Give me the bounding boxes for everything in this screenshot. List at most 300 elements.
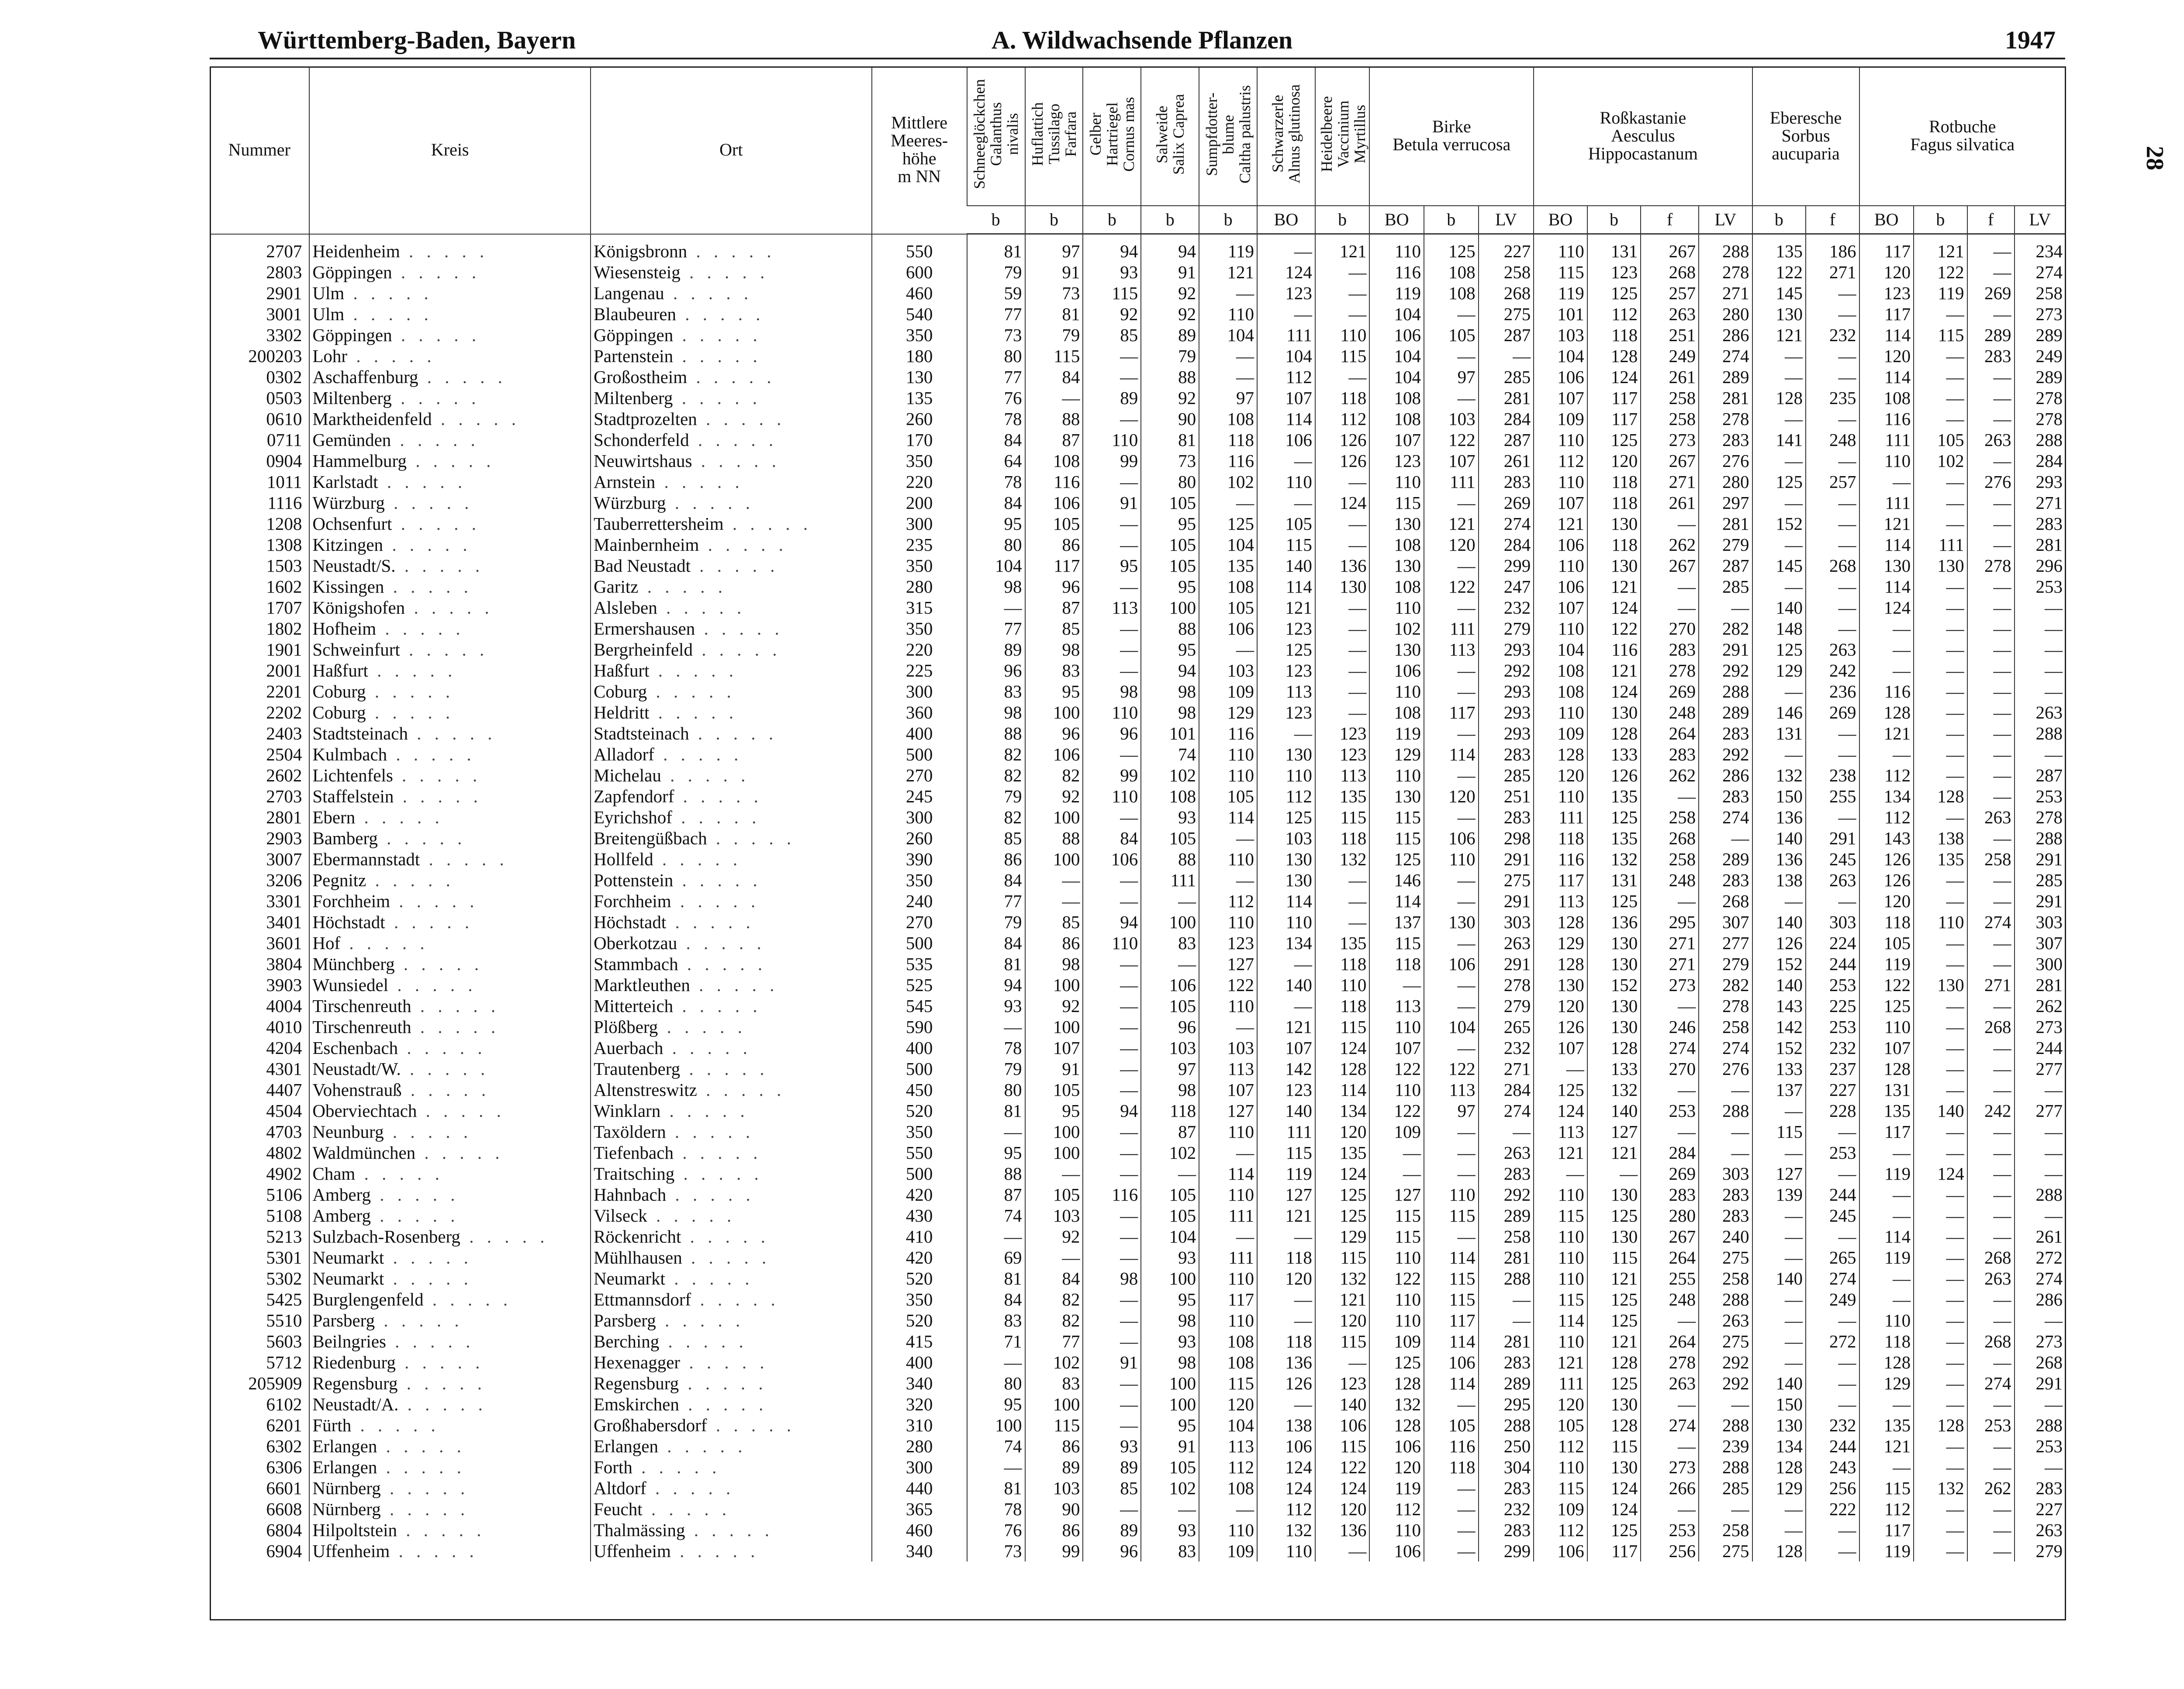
cell-text: 132 — [1394, 1394, 1421, 1414]
value-cell — [1859, 576, 1914, 597]
cell-text: Pegnitz — [312, 870, 366, 890]
cell-text: Langenau — [594, 283, 664, 303]
cell-text: Haßfurt — [312, 660, 368, 680]
cell-text: 540 — [905, 304, 933, 324]
cell-text: 136 — [1610, 912, 1638, 932]
cell-text: Ettmannsdorf — [594, 1289, 691, 1309]
value-cell — [1479, 660, 1534, 681]
value-cell — [1141, 345, 1199, 366]
cell-text: 545 — [905, 996, 933, 1016]
hoehe-cell — [872, 366, 967, 387]
value-cell — [1315, 345, 1370, 366]
value-cell — [1914, 660, 1967, 681]
cell-text: Lohr — [312, 346, 348, 366]
cell-text: Großostheim — [594, 367, 688, 387]
cell-text: 125 — [1227, 514, 1254, 534]
cell-text: 275 — [1503, 870, 1531, 890]
value-cell — [2015, 744, 2065, 765]
value-cell — [1315, 492, 1370, 513]
cell-text: Heidenheim — [312, 241, 400, 261]
cell-text: 0711 — [266, 430, 302, 450]
kreis-cell — [309, 1373, 591, 1394]
cell-text: 125 — [1339, 1205, 1367, 1226]
cell-text: — — [1457, 660, 1476, 680]
subhead-cell: b — [1083, 206, 1141, 234]
cell-text: 251 — [1669, 325, 1696, 345]
value-cell — [1199, 345, 1257, 366]
value-cell — [1257, 912, 1315, 933]
cell-text: 124 — [1610, 1499, 1638, 1519]
table-row — [210, 807, 2065, 828]
table-row — [210, 1499, 2065, 1520]
cell-text: — — [1457, 1038, 1476, 1058]
cell-text: — — [1294, 1310, 1312, 1330]
value-cell — [1752, 1394, 1806, 1415]
cell-text: 112 — [1558, 1436, 1584, 1456]
value-cell — [1534, 1058, 1587, 1079]
cell-text: 127 — [1394, 1185, 1421, 1205]
value-cell — [1141, 1121, 1199, 1142]
value-cell — [1257, 786, 1315, 807]
value-cell — [1967, 639, 2015, 660]
nummer-cell — [210, 953, 309, 974]
value-cell — [1315, 639, 1370, 660]
cell-text: 264 — [1669, 723, 1696, 743]
cell-text: 85 — [1062, 912, 1080, 932]
value-cell — [1641, 283, 1699, 304]
leader-dots: . . . . . — [666, 493, 754, 513]
value-cell — [1199, 555, 1257, 576]
value-cell — [1083, 1352, 1141, 1373]
cell-text: 113 — [1558, 1122, 1584, 1142]
value-cell — [2015, 1205, 2065, 1226]
cell-text: 71 — [1004, 1331, 1022, 1351]
cell-text: Neustadt/A. — [312, 1394, 399, 1414]
table-row — [210, 1205, 2065, 1226]
cell-text: Königsbronn — [594, 241, 688, 261]
cell-text: — — [1348, 1352, 1367, 1372]
cell-text: Bad Neustadt — [594, 556, 691, 576]
value-cell — [1479, 1016, 1534, 1037]
cell-text: 285 — [1722, 577, 1749, 597]
value-cell — [1806, 534, 1859, 555]
value-cell — [1315, 1331, 1370, 1352]
cell-text: Hammelburg — [312, 451, 407, 471]
cell-text: 115 — [1558, 262, 1584, 282]
value-cell — [1806, 471, 1859, 492]
cell-text: 136 — [1339, 1520, 1367, 1540]
cell-text: — — [1513, 1310, 1531, 1330]
cell-text: 117 — [1449, 1310, 1476, 1330]
value-cell — [1914, 1436, 1967, 1457]
cell-text: Höchstadt — [594, 912, 667, 932]
value-cell — [1752, 492, 1806, 513]
cell-text: 281 — [2035, 535, 2063, 555]
cell-text: 112 — [1286, 1499, 1312, 1519]
value-cell — [1199, 283, 1257, 304]
cell-text: 120 — [1339, 1122, 1367, 1142]
cell-text: 224 — [1829, 933, 1856, 953]
value-cell — [967, 1352, 1025, 1373]
cell-text: 122 — [1394, 1101, 1421, 1121]
value-cell — [1025, 618, 1083, 639]
kreis-cell — [309, 1016, 591, 1037]
value-cell — [1534, 1331, 1587, 1352]
cell-text: 109 — [1557, 723, 1584, 743]
value-cell — [1914, 555, 1967, 576]
cell-text: 124 — [1610, 367, 1638, 387]
value-cell — [2015, 639, 2065, 660]
value-cell — [2015, 366, 2065, 387]
cell-text: 130 — [1610, 1017, 1638, 1037]
ort-cell — [591, 849, 872, 870]
table-row — [210, 953, 2065, 974]
value-cell — [1641, 1394, 1699, 1415]
cell-text: — — [1513, 1289, 1531, 1309]
hoehe-cell — [872, 1310, 967, 1331]
cell-text: — — [2045, 1122, 2063, 1142]
value-cell — [1752, 681, 1806, 702]
leader-dots: . . . . . — [647, 681, 736, 701]
cell-text: 114 — [1884, 577, 1911, 597]
value-cell — [1479, 345, 1534, 366]
value-cell — [1257, 234, 1315, 262]
value-cell — [1967, 723, 2015, 744]
nummer-cell — [210, 492, 309, 513]
leader-dots: . . . . . — [384, 577, 473, 597]
cell-text: 286 — [2035, 1289, 2063, 1309]
table-row — [210, 1226, 2065, 1247]
cell-text: 266 — [1669, 1478, 1696, 1498]
value-cell — [1587, 1415, 1641, 1436]
cell-text: — — [1946, 388, 1964, 408]
cell-text: 92 — [1178, 388, 1196, 408]
cell-text: 275 — [1503, 304, 1531, 324]
cell-text: 152 — [1776, 1038, 1803, 1058]
cell-text: 115 — [1395, 828, 1421, 848]
value-cell — [1315, 786, 1370, 807]
value-cell — [1534, 234, 1587, 262]
value-cell — [1315, 408, 1370, 429]
value-cell — [1479, 1289, 1534, 1310]
value-cell — [1083, 1016, 1141, 1037]
cell-text: 124 — [1610, 598, 1638, 618]
cell-text: Mühlhausen — [594, 1247, 682, 1268]
cell-text: 273 — [1669, 975, 1696, 995]
value-cell — [1641, 1163, 1699, 1184]
leader-dots: . . . . . — [387, 744, 476, 764]
leader-dots: . . . . . — [660, 1101, 749, 1121]
hoehe-cell — [872, 1268, 967, 1289]
value-cell — [1479, 681, 1534, 702]
cell-text: 143 — [1776, 996, 1803, 1016]
cell-text: 303 — [1829, 912, 1856, 932]
value-cell — [1806, 1436, 1859, 1457]
cell-text: — — [1348, 639, 1367, 660]
value-cell — [1424, 1037, 1479, 1058]
cell-text: Kitzingen — [312, 535, 384, 555]
table-row — [210, 555, 2065, 576]
value-cell — [1967, 534, 2015, 555]
cell-text: 277 — [2035, 1059, 2063, 1079]
value-cell — [1479, 1394, 1534, 1415]
cell-text: Nürnberg — [312, 1478, 381, 1498]
cell-text: — — [1062, 891, 1080, 911]
cell-text: Marktleuthen — [594, 975, 690, 995]
value-cell — [1587, 639, 1641, 660]
cell-text: — — [1120, 639, 1138, 660]
value-cell — [1257, 262, 1315, 283]
cell-text: 114 — [1228, 1164, 1254, 1184]
value-cell — [1534, 1247, 1587, 1268]
value-cell — [1479, 1415, 1534, 1436]
value-cell — [1534, 429, 1587, 450]
value-cell — [1257, 1436, 1315, 1457]
value-cell — [1369, 325, 1424, 345]
cell-text: — — [1348, 660, 1367, 680]
value-cell — [1641, 870, 1699, 891]
cell-text: 110 — [1228, 996, 1254, 1016]
cell-text: 98 — [1178, 702, 1196, 722]
value-cell — [1914, 723, 1967, 744]
leader-dots: . . . . . — [681, 1226, 770, 1247]
value-cell — [1369, 995, 1424, 1016]
phenology-table — [210, 66, 2065, 1561]
cell-text: 114 — [1449, 1331, 1476, 1351]
hoehe-cell — [872, 1457, 967, 1478]
cell-text: 96 — [1120, 723, 1138, 743]
cell-text: 86 — [1062, 1436, 1080, 1456]
cell-text: 136 — [1776, 849, 1803, 869]
cell-text: — — [1946, 367, 1964, 387]
cell-text: 74 — [1004, 1205, 1022, 1226]
cell-text: 106 — [1394, 1541, 1421, 1561]
value-cell — [1806, 429, 1859, 450]
cell-text: 500 — [905, 933, 933, 953]
leader-dots: . . . . . — [666, 1185, 755, 1205]
value-cell — [1083, 1142, 1141, 1163]
value-cell — [1534, 555, 1587, 576]
value-cell — [1257, 492, 1315, 513]
hoehe-cell — [872, 1037, 967, 1058]
value-cell — [2015, 304, 2065, 325]
cell-text: 100 — [1053, 1017, 1080, 1037]
nummer-cell — [210, 1016, 309, 1037]
value-cell — [1025, 681, 1083, 702]
cell-text: 129 — [1883, 1373, 1911, 1393]
value-cell — [1641, 681, 1699, 702]
cell-text: 128 — [1937, 786, 1964, 806]
ort-cell — [591, 953, 872, 974]
value-cell — [1967, 870, 2015, 891]
value-cell — [1083, 744, 1141, 765]
cell-text: — — [1457, 1499, 1476, 1519]
value-cell — [1587, 345, 1641, 366]
value-cell — [1141, 1499, 1199, 1520]
cell-text: 200203 — [248, 346, 302, 366]
value-cell — [1587, 492, 1641, 513]
value-cell — [1424, 974, 1479, 995]
value-cell — [1369, 1457, 1424, 1478]
value-cell — [2015, 234, 2065, 262]
value-cell — [1914, 618, 1967, 639]
value-cell — [1859, 1373, 1914, 1394]
cell-text: 125 — [1883, 996, 1911, 1016]
cell-text: — — [1731, 1394, 1749, 1414]
value-cell — [2015, 870, 2065, 891]
value-cell — [1315, 912, 1370, 933]
value-cell — [1083, 1079, 1141, 1100]
cell-text: 232 — [1503, 1499, 1531, 1519]
value-cell — [1141, 1478, 1199, 1499]
hoehe-cell — [872, 1520, 967, 1540]
leader-dots: . . . . . — [366, 702, 455, 722]
value-cell — [1369, 974, 1424, 995]
value-cell — [1424, 1436, 1479, 1457]
cell-text: — — [1785, 451, 1803, 471]
value-cell — [1315, 429, 1370, 450]
cell-text: 307 — [1722, 912, 1749, 932]
value-cell — [1699, 702, 1752, 723]
cell-text: 95 — [1178, 514, 1196, 534]
cell-text: 283 — [1722, 786, 1749, 806]
cell-text: 123 — [1285, 660, 1312, 680]
cell-text: — — [1120, 1331, 1138, 1351]
cell-text: 93 — [1178, 807, 1196, 827]
cell-text: Neustadt/S. — [312, 556, 396, 576]
leader-dots: . . . . . — [391, 388, 480, 408]
cell-text: 288 — [1722, 681, 1749, 701]
value-cell — [1806, 891, 1859, 912]
cell-text: 550 — [905, 1143, 933, 1163]
cell-text: 146 — [1394, 870, 1421, 890]
value-cell — [967, 1163, 1025, 1184]
value-cell — [1587, 1540, 1641, 1561]
value-cell — [1699, 723, 1752, 744]
cell-text: 106 — [1339, 1415, 1367, 1435]
value-cell — [1587, 1016, 1641, 1037]
cell-text: 110 — [1228, 912, 1254, 932]
value-cell — [2015, 1121, 2065, 1142]
kreis-cell — [309, 513, 591, 534]
cell-text: 122 — [1448, 577, 1476, 597]
value-cell — [1199, 534, 1257, 555]
value-cell — [1141, 366, 1199, 387]
cell-text: 120 — [1883, 891, 1911, 911]
value-cell — [1859, 471, 1914, 492]
hoehe-cell — [872, 408, 967, 429]
leader-dots: . . . . . — [649, 660, 738, 680]
cell-text: Zapfendorf — [594, 786, 674, 806]
hoehe-cell — [872, 345, 967, 366]
cell-text: — — [1993, 618, 2011, 639]
col-rosskastanie: Roßkastanie Aesculus Hippocastanum — [1534, 66, 1752, 206]
value-cell — [1315, 1058, 1370, 1079]
value-cell — [1479, 576, 1534, 597]
cell-text: Tirschenreuth — [312, 1017, 411, 1037]
hoehe-cell — [872, 974, 967, 995]
cell-text: 258 — [1984, 849, 2011, 869]
value-cell — [1315, 1037, 1370, 1058]
value-cell — [1587, 1373, 1641, 1394]
value-cell — [1083, 933, 1141, 953]
value-cell — [1699, 807, 1752, 828]
cell-text: 116 — [1884, 681, 1911, 701]
value-cell — [1641, 1037, 1699, 1058]
value-cell — [1424, 366, 1479, 387]
ort-cell — [591, 1373, 872, 1394]
value-cell — [1587, 1499, 1641, 1520]
value-cell — [1199, 366, 1257, 387]
cell-text: Eschenbach — [312, 1038, 398, 1058]
value-cell — [1141, 1352, 1199, 1373]
cell-text: 0610 — [266, 409, 302, 429]
value-cell — [1914, 1415, 1967, 1436]
cell-text: 78 — [1004, 1038, 1022, 1058]
cell-text: 279 — [1503, 618, 1531, 639]
value-cell — [1025, 786, 1083, 807]
cell-text: 292 — [1722, 1373, 1749, 1393]
value-cell — [1424, 387, 1479, 408]
value-cell — [1257, 618, 1315, 639]
cell-text: — — [1120, 1415, 1138, 1435]
value-cell — [1859, 234, 1914, 262]
leader-dots: . . . . . — [707, 1415, 796, 1435]
value-cell — [967, 555, 1025, 576]
cell-text: 287 — [2035, 765, 2063, 785]
cell-text: 100 — [1053, 975, 1080, 995]
cell-text: — — [1993, 870, 2011, 890]
leader-dots: . . . . . — [401, 1080, 491, 1100]
cell-text: 258 — [1669, 388, 1696, 408]
nummer-cell — [210, 366, 309, 387]
cell-text: 130 — [1776, 304, 1803, 324]
cell-text: — — [1294, 451, 1312, 471]
ort-cell — [591, 1436, 872, 1457]
cell-text: 121 — [1937, 241, 1964, 261]
value-cell — [1806, 744, 1859, 765]
cell-text: 110 — [1558, 786, 1584, 806]
cell-text: — — [1946, 660, 1964, 680]
value-cell — [1699, 786, 1752, 807]
cell-text: 152 — [1776, 514, 1803, 534]
cell-text: 84 — [1004, 1289, 1022, 1309]
cell-text: 107 — [1883, 1038, 1911, 1058]
value-cell — [1699, 597, 1752, 618]
value-cell — [2015, 1163, 2065, 1184]
cell-text: 283 — [2035, 1478, 2063, 1498]
value-cell — [2015, 387, 2065, 408]
value-cell — [1083, 387, 1141, 408]
table-row — [210, 1037, 2065, 1058]
value-cell — [1859, 1540, 1914, 1561]
value-cell — [1369, 849, 1424, 870]
value-cell — [1424, 555, 1479, 576]
cell-text: 267 — [1669, 451, 1696, 471]
cell-text: 140 — [1776, 975, 1803, 995]
value-cell — [1699, 1100, 1752, 1121]
value-cell — [1699, 1247, 1752, 1268]
cell-text: — — [1294, 954, 1312, 974]
cell-text: Pottenstein — [594, 870, 674, 890]
value-cell — [1141, 849, 1199, 870]
table-row — [210, 597, 2065, 618]
cell-text: — — [1120, 367, 1138, 387]
value-cell — [1141, 912, 1199, 933]
cell-text: 261 — [1669, 367, 1696, 387]
value-cell — [1257, 1352, 1315, 1373]
value-cell — [1914, 304, 1967, 325]
